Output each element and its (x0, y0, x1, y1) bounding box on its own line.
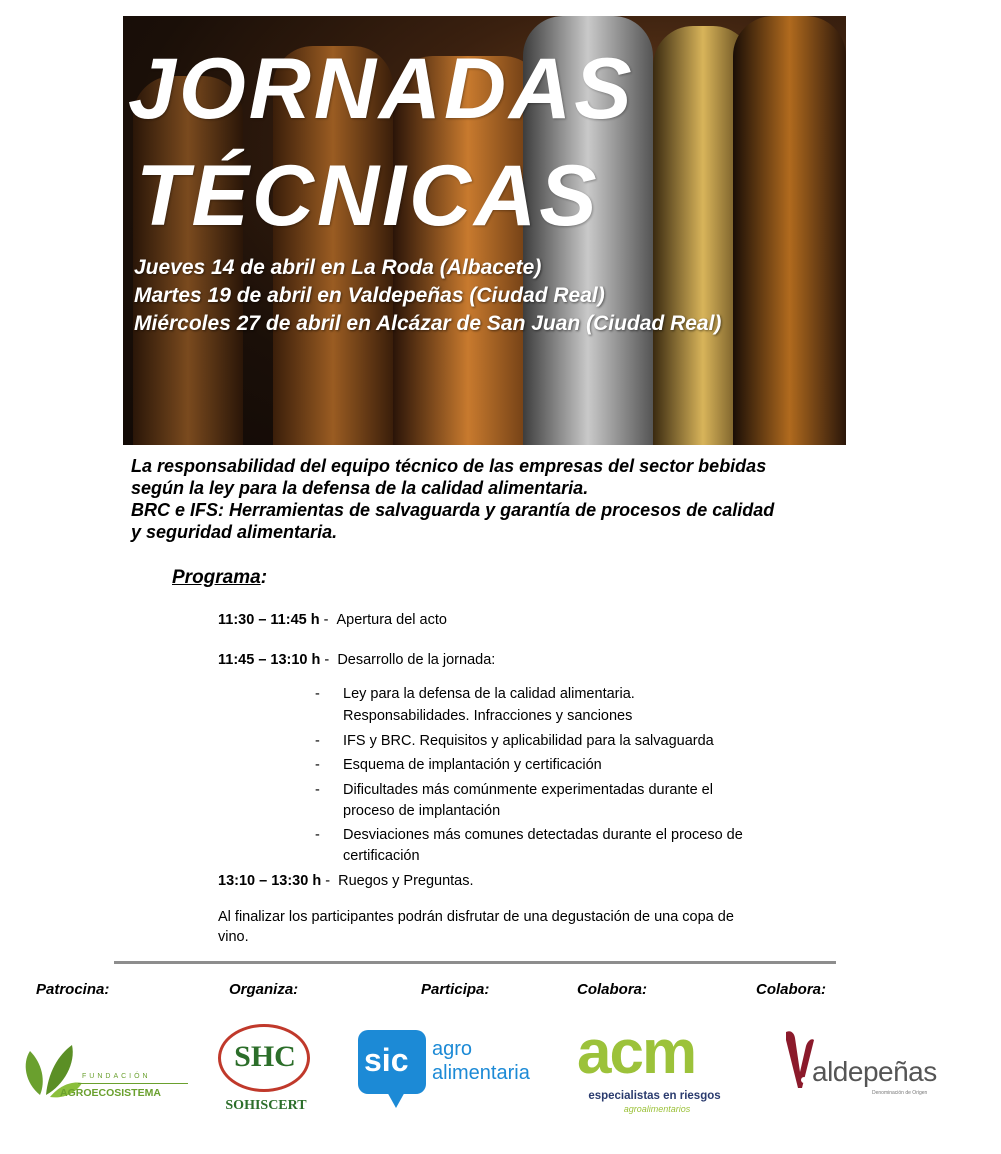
valdepenas-name: aldepeñas (812, 1056, 937, 1087)
banner-date-1: Jueves 14 de abril en La Roda (Albacete) (134, 256, 542, 279)
slot-3-sep: - (321, 873, 335, 889)
item-4-line1: Dificultades más comúnmente experimentadas durante el (343, 782, 713, 798)
item-2-dash: - (315, 733, 320, 749)
item-2-line1: IFS y BRC. Requisitos y aplicabilidad para la salvaguarda (343, 733, 714, 749)
acm-logo (577, 1018, 732, 1120)
intro-line-3: BRC e IFS: Herramientas de salvaguarda y garantía de procesos de calidad (131, 500, 775, 520)
slot-2-time: 11:45 – 13:10 h (218, 652, 321, 668)
slot-3-time: 13:10 – 13:30 h (218, 873, 322, 889)
slot-2-text: Desarrollo de la jornada: (337, 652, 496, 668)
sic-line2: alimentaria (432, 1062, 530, 1084)
sic-agroalimentaria-logo (358, 1030, 548, 1114)
schedule-slot-2 (218, 650, 495, 670)
item-3-line1: Esquema de implantación y certificación (343, 757, 602, 773)
sohiscert-logo (216, 1022, 316, 1118)
item-4-dash: - (315, 782, 320, 798)
label-colabora-2: Colabora: (756, 981, 827, 998)
slot-1-text: Apertura del acto (336, 612, 447, 628)
programa-heading (172, 567, 267, 589)
fundacion-name: AGROECOSISTEMA (60, 1087, 161, 1099)
valdepenas-logo (782, 1028, 952, 1100)
sic-line1: agro (432, 1038, 473, 1060)
item-1-line2: Responsabilidades. Infracciones y sanciones (343, 708, 633, 724)
item-1-line1: Ley para la defensa de la calidad alimentaria. (343, 686, 635, 702)
item-5-line2: certificación (343, 848, 420, 864)
item-5-dash: - (315, 827, 320, 843)
slot-2-sep: - (320, 652, 334, 668)
banner-date-3: Miércoles 27 de abril en Alcázar de San Juan (Ciudad Real) (134, 312, 722, 335)
acm-line2: agroalimentarios (623, 1104, 691, 1114)
slot-3-text: Ruegos y Preguntas. (338, 873, 474, 889)
intro-line-4: y seguridad alimentaria. (131, 522, 338, 542)
programa-heading-text: Programa (172, 567, 261, 588)
item-1-dash: - (315, 686, 320, 702)
closing-line-2: vino. (218, 929, 249, 945)
valdepenas-v-icon (782, 1028, 816, 1090)
banner-title-line2: TÉCNICAS (136, 148, 600, 244)
label-participa: Participa: (421, 981, 490, 998)
intro-line-1: La responsabilidad del equipo técnico de las empresas del sector bebidas (131, 456, 767, 476)
schedule-slot-1 (218, 610, 447, 630)
footer-divider (114, 961, 836, 964)
item-4-line2: proceso de implantación (343, 803, 501, 819)
banner-title-line1: JORNADAS (128, 41, 635, 137)
label-patrocina: Patrocina: (36, 981, 110, 998)
item-3-dash: - (315, 757, 320, 773)
intro-line-2: según la ley para la defensa de la calidad alimentaria. (131, 478, 589, 498)
valdepenas-sub: Denominación de Origen (872, 1090, 928, 1096)
item-5-line1: Desviaciones más comunes detectadas durante el proceso de (343, 827, 743, 843)
acm-line1: especialistas en riesgos (588, 1090, 721, 1102)
fundacion-agroecosistema-logo (20, 1033, 180, 1105)
programa-colon: : (260, 567, 268, 588)
acm-mark: acm (577, 1018, 696, 1087)
label-colabora-1: Colabora: (577, 981, 648, 998)
sic-mark: sic (364, 1042, 409, 1078)
slot-1-time: 11:30 – 11:45 h (218, 612, 320, 628)
shc-mark: SHC (234, 1040, 296, 1073)
schedule-slot-3 (218, 871, 474, 891)
banner-date-2: Martes 19 de abril en Valdepeñas (Ciudad Real) (134, 284, 605, 307)
slot-1-sep: - (319, 612, 333, 628)
label-organiza: Organiza: (229, 981, 299, 998)
shc-name: SOHISCERT (225, 1098, 307, 1113)
closing-line-1: Al finalizar los participantes podrán disfrutar de una degustación de una copa de (218, 909, 734, 925)
fundacion-top-text: FUNDACIÓN (82, 1073, 151, 1080)
